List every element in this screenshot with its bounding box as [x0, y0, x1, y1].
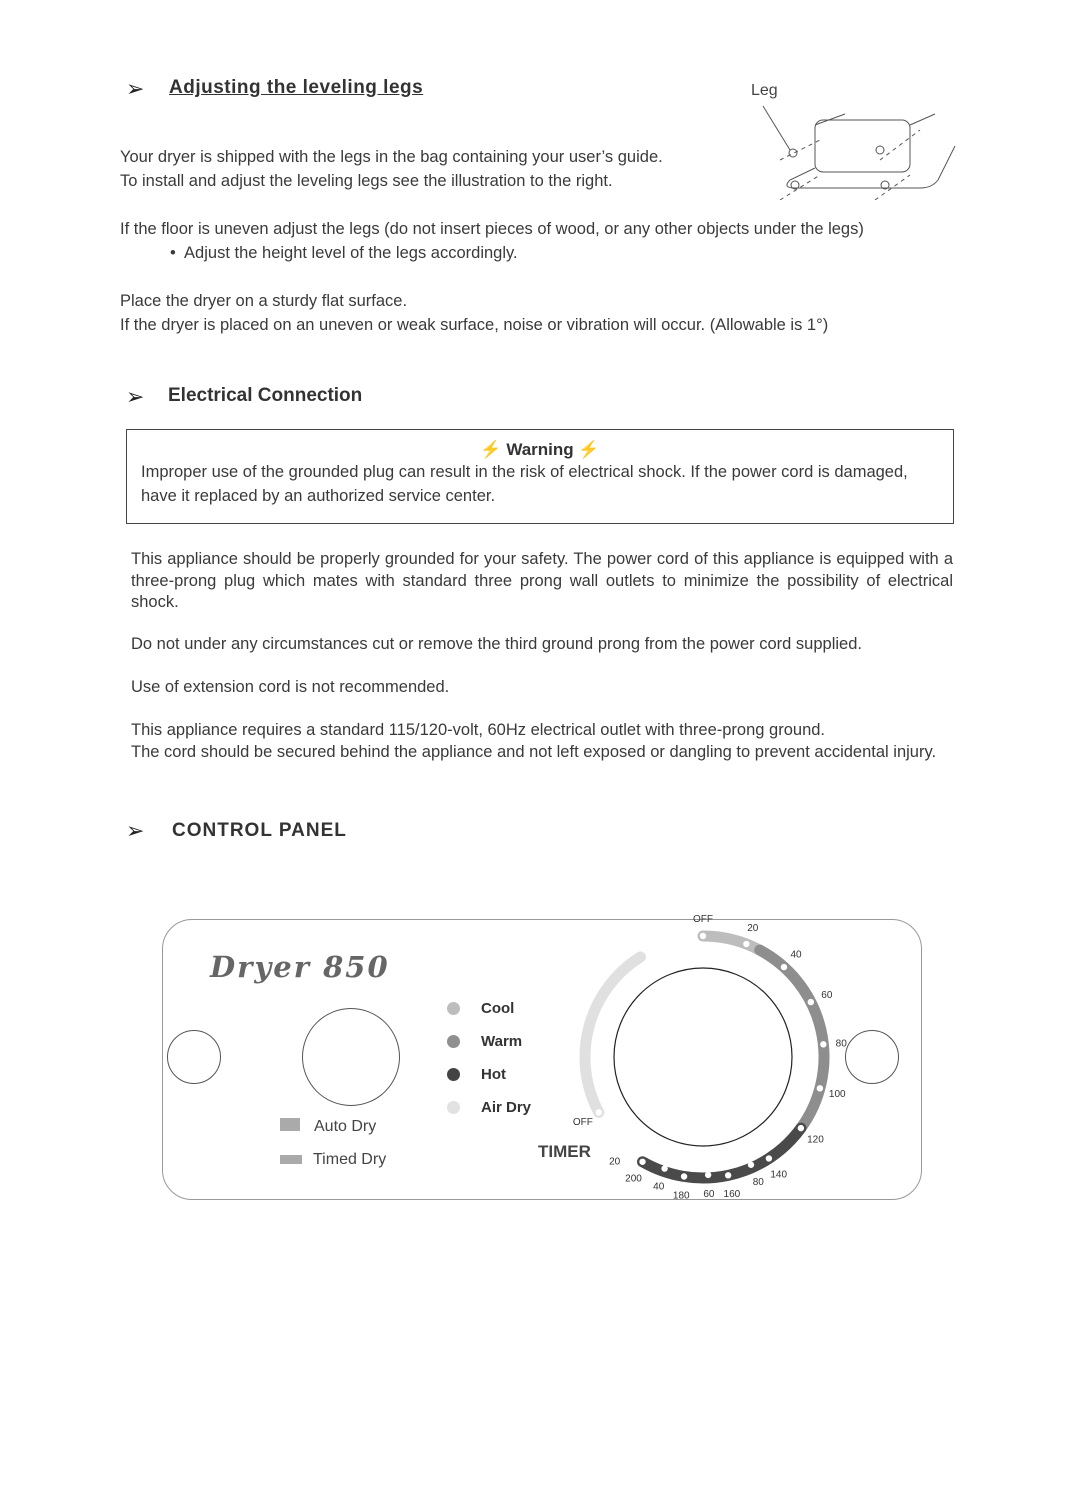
timer-scale-label: OFF: [693, 914, 713, 925]
tick-dot: [766, 1155, 772, 1161]
tick-dot: [596, 1109, 602, 1115]
paragraph: This appliance requires a standard 115/120-volt, 60Hz electrical outlet with three-prong ground. The cord should be secured behind the appliance and not left exposed or dangling to prevent accidental injury.: [131, 721, 937, 761]
paragraph: Your dryer is shipped with the legs in the bag containing your user’s guide. To install and adjust the leveling legs see the illustration to the right.: [120, 148, 663, 190]
bullet-item: • Adjust the height level of the legs accordingly.: [170, 244, 518, 262]
timer-scale-label: 80: [835, 1038, 847, 1050]
tick-dot: [820, 1041, 826, 1047]
paragraph: This appliance should be properly grounded for your safety. The power cord of this appliance is equipped with a three-prong plug which mates with standard three prong wall outlets to minimize the possibility of electrical shock.: [131, 550, 953, 611]
timer-scale-arc: [760, 950, 824, 1128]
timer-scale-label: 40: [790, 949, 802, 961]
timer-scale-label: 120: [807, 1134, 824, 1146]
left-scale-label: 80: [752, 1177, 764, 1189]
left-scale-label: OFF: [572, 1116, 593, 1128]
paragraph: If the floor is uneven adjust the legs (do not insert pieces of wood, or any other objects under the legs): [120, 220, 864, 238]
paragraph: Use of extension cord is not recommended.: [131, 678, 450, 696]
tick-dot: [661, 1165, 667, 1171]
timer-scale-label: 100: [828, 1088, 846, 1100]
heat-option: Warm: [447, 1025, 531, 1058]
warning-title: ⚡ Warning ⚡: [480, 440, 600, 459]
tick-dot: [700, 933, 706, 939]
tick-dot: [817, 1085, 823, 1091]
section-title-leveling: Adjusting the leveling legs: [169, 77, 424, 98]
mode-auto-dry: Auto Dry: [280, 1118, 386, 1151]
left-scale-label: 60: [703, 1188, 715, 1200]
timer-scale-label: 160: [723, 1188, 741, 1200]
paragraph: Place the dryer on a sturdy flat surface. If the dryer is placed on an uneven or weak surface, noise or vibration will occur. (Allowable is 1°): [120, 292, 829, 334]
tick-dot: [748, 1162, 754, 1168]
timer-scale-label: 200: [625, 1173, 642, 1185]
tick-dot: [681, 1173, 687, 1179]
tick-dot: [743, 941, 749, 947]
left-scale-label: 20: [609, 1156, 621, 1168]
heat-option: Hot: [447, 1058, 531, 1091]
tick-dot: [798, 1125, 804, 1131]
mode-timed-dry: Timed Dry: [280, 1151, 386, 1169]
timer-scale-label: 20: [747, 923, 759, 935]
lightning-icon: ⚡: [578, 440, 600, 459]
arrow-bullet-icon: ➢: [126, 818, 145, 843]
timer-scale-label: 180: [672, 1190, 690, 1202]
heat-option: Air Dry: [447, 1091, 531, 1124]
left-scale-label: 40: [653, 1181, 665, 1193]
brand-logo: Dryer 850: [210, 950, 390, 984]
warning-text: Improper use of the grounded plug can result in the risk of electrical shock. If the power cord is damaged, have it replaced by an authorized service center.: [141, 463, 908, 505]
lightning-icon: ⚡: [480, 440, 502, 459]
timer-scale-label: 140: [770, 1169, 788, 1181]
timer-scale-label: 60: [821, 989, 833, 1001]
section-title-control-panel: CONTROL PANEL: [172, 820, 347, 841]
tick-dot: [781, 964, 787, 970]
arrow-bullet-icon: ➢: [126, 384, 145, 409]
leg-label: Leg: [751, 82, 778, 99]
timer-scale-arc: [703, 936, 760, 950]
air-dry-scale-arc: [585, 957, 640, 1112]
heat-option: Cool: [447, 992, 531, 1025]
timer-knob: [614, 968, 792, 1146]
tick-dot: [725, 1172, 731, 1178]
tick-dot: [808, 999, 814, 1005]
paragraph: Do not under any circumstances cut or remove the third ground prong from the power cord supplied.: [131, 635, 862, 653]
timer-label: TIMER: [538, 1142, 591, 1161]
arrow-bullet-icon: ➢: [126, 76, 145, 101]
tick-dot: [705, 1172, 711, 1178]
tick-dot: [639, 1159, 645, 1165]
tick-dot: [623, 1144, 629, 1150]
section-title-electrical: Electrical Connection: [168, 385, 363, 406]
